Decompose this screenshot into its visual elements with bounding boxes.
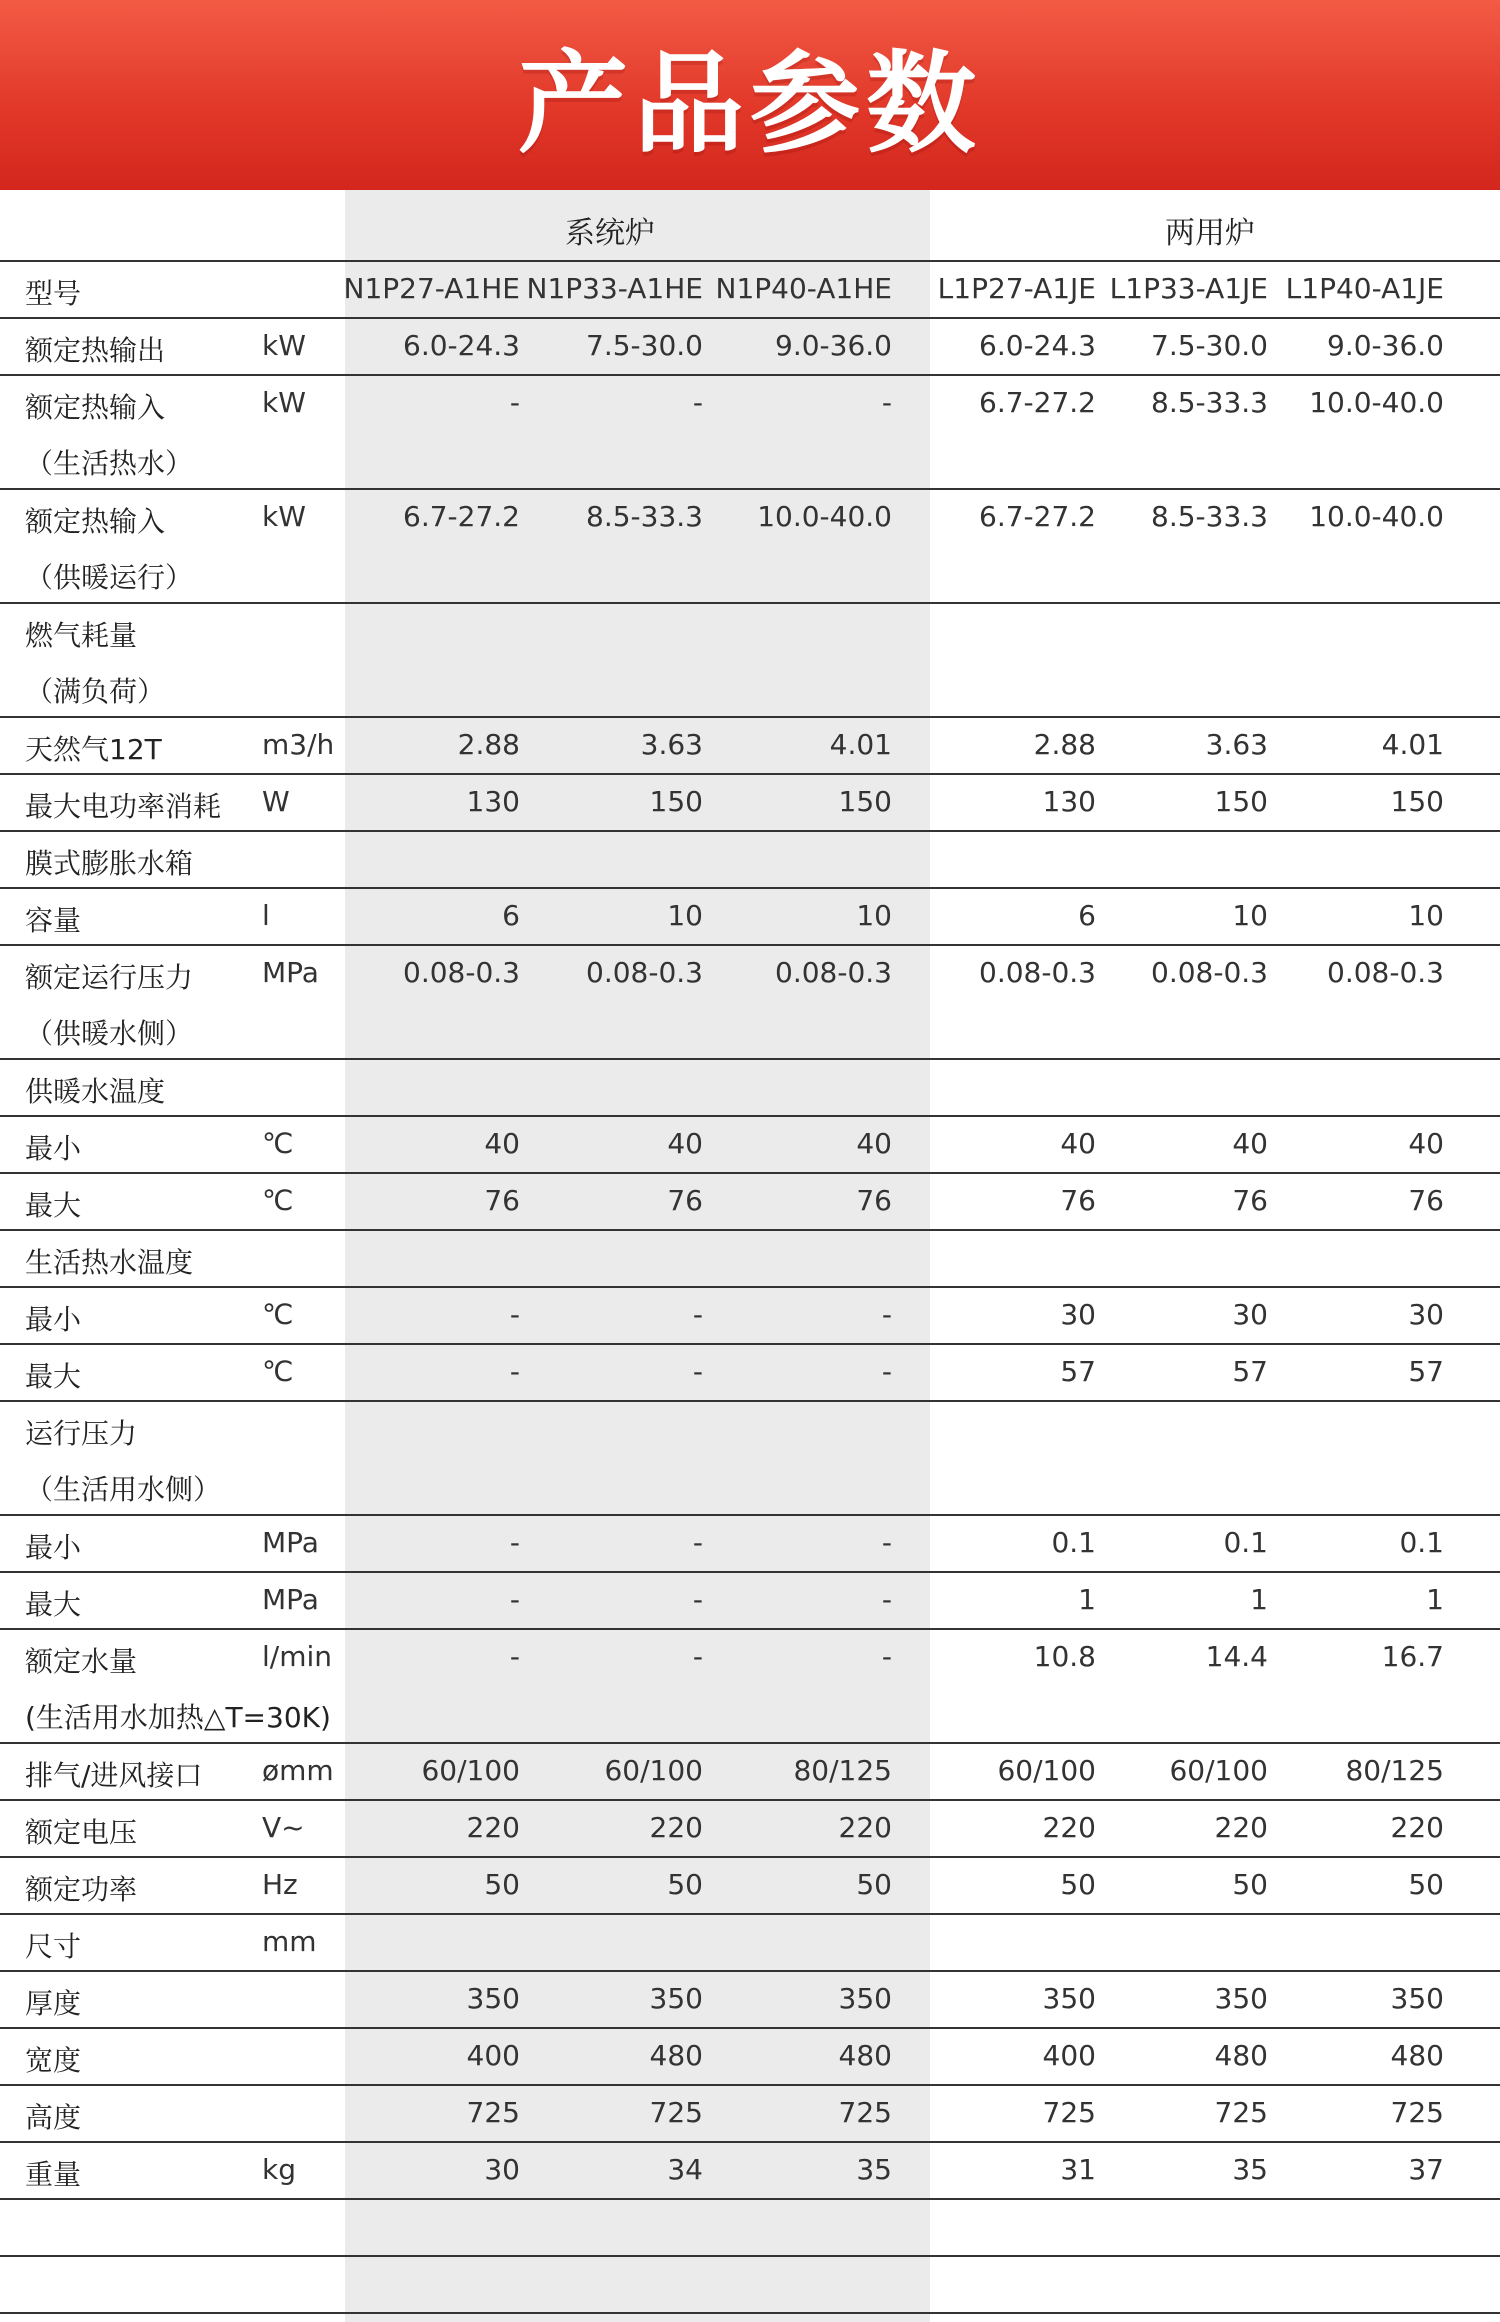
row-value: 50 [856,1868,892,1901]
row-value: - [509,1583,520,1616]
row-unit: kW [262,329,306,362]
row-value: - [881,1298,892,1331]
title-banner [0,0,1500,190]
row-label: 最大 [25,1588,82,1621]
row-value: 10.0-40.0 [1309,386,1444,419]
row-value: 480 [1390,2039,1444,2072]
row-value: N1P33-A1HE [526,272,703,305]
table-row [0,1117,1500,1174]
row-value: 30 [1408,1298,1444,1331]
row-value: 8.5-33.3 [1151,500,1268,533]
row-label: 最大 [25,1360,82,1393]
row-value: 76 [1060,1184,1096,1217]
row-value: - [692,386,703,419]
row-label: 重量 [25,2158,82,2191]
row-value: 6.0-24.3 [403,329,520,362]
row-unit: ℃ [262,1127,294,1160]
spec-table [0,190,1500,2314]
row-value: 4.01 [829,728,892,761]
row-value: 30 [1060,1298,1096,1331]
row-value: 31 [1060,2153,1096,2186]
row-value: 80/125 [793,1754,892,1787]
row-value: 6 [502,899,520,932]
row-value: 400 [1042,2039,1096,2072]
row-value: 10 [1232,899,1268,932]
row-value: 150 [1390,785,1444,818]
row-unit: ℃ [262,1355,294,1388]
row-label: 宽度 [25,2044,82,2077]
row-value: 4.01 [1381,728,1444,761]
row-value: - [692,1640,703,1673]
row-value: 37 [1408,2153,1444,2186]
row-value: 350 [649,1982,703,2015]
table-row [0,490,1500,604]
row-value: L1P33-A1JE [1109,272,1268,305]
row-value: 14.4 [1205,1640,1268,1673]
row-value: 50 [484,1868,520,1901]
row-value: 0.1 [1399,1526,1444,1559]
row-value: 6.7-27.2 [979,500,1096,533]
row-unit: l/min [262,1640,333,1673]
page-title: 产品参数 [518,40,982,168]
row-value: 3.63 [1205,728,1268,761]
row-unit: W [262,785,290,818]
row-value: 8.5-33.3 [586,500,703,533]
row-label: 额定热输入 [25,391,166,424]
row-value: 40 [856,1127,892,1160]
row-value: 80/125 [1345,1754,1444,1787]
table-row [0,1915,1500,1972]
row-label: 生活热水温度 [25,1246,194,1279]
row-label: 运行压力 [25,1417,138,1450]
row-value: 220 [838,1811,892,1844]
row-value: 6 [1078,899,1096,932]
row-value: 60/100 [421,1754,520,1787]
row-unit: ℃ [262,1184,294,1217]
row-value: 220 [649,1811,703,1844]
row-value: 350 [838,1982,892,2015]
row-value: 6.7-27.2 [403,500,520,533]
row-value: 1 [1426,1583,1444,1616]
table-row [0,775,1500,832]
table-row [0,2086,1500,2143]
row-value: 725 [1214,2096,1268,2129]
row-sublabel: （生活热水） [25,447,194,480]
row-value: 57 [1408,1355,1444,1388]
table-row [0,319,1500,376]
row-value: 40 [1060,1127,1096,1160]
row-value: 40 [1408,1127,1444,1160]
row-unit: kW [262,500,306,533]
row-unit: MPa [262,1526,319,1559]
row-value: - [881,386,892,419]
row-value: 220 [466,1811,520,1844]
row-value: - [509,386,520,419]
row-value: 7.5-30.0 [1151,329,1268,362]
row-value: - [509,1640,520,1673]
row-label: 型号 [25,277,82,310]
row-value: - [692,1355,703,1388]
table-row [0,2257,1500,2314]
row-value: 0.08-0.3 [979,956,1096,989]
row-value: 30 [1232,1298,1268,1331]
row-value: 50 [667,1868,703,1901]
row-label: 最小 [25,1303,82,1336]
row-value: 480 [838,2039,892,2072]
row-value: 10.0-40.0 [1309,500,1444,533]
row-value: - [881,1526,892,1559]
table-row [0,604,1500,718]
row-label: 额定热输出 [25,334,166,367]
row-value: 1 [1250,1583,1268,1616]
table-row [0,832,1500,889]
table-row [0,1402,1500,1516]
row-sublabel: （生活用水侧） [25,1473,222,1506]
table-row [0,889,1500,946]
row-value: 50 [1408,1868,1444,1901]
row-value: 0.08-0.3 [586,956,703,989]
row-value: 2.88 [457,728,520,761]
row-unit: MPa [262,956,319,989]
row-value: 725 [838,2096,892,2129]
table-row [0,2029,1500,2086]
row-value: 10 [1408,899,1444,932]
row-value: 76 [1232,1184,1268,1217]
row-value: 350 [1214,1982,1268,2015]
row-value: 76 [484,1184,520,1217]
row-label: 天然气12T [25,733,162,766]
row-unit: kg [262,2153,296,2186]
row-label: 额定运行压力 [25,961,194,994]
row-unit: ℃ [262,1298,294,1331]
row-value: 350 [466,1982,520,2015]
table-row [0,1060,1500,1117]
row-unit: m3/h [262,728,335,761]
row-value: 40 [1232,1127,1268,1160]
table-row [0,1231,1500,1288]
table-row [0,1972,1500,2029]
table-row [0,1858,1500,1915]
row-value: 9.0-36.0 [775,329,892,362]
row-label: 容量 [25,904,82,937]
row-value: 350 [1042,1982,1096,2015]
group-header-row [0,190,1500,262]
row-value: 50 [1232,1868,1268,1901]
row-label: 排气/进风接口 [25,1759,203,1792]
row-label: 供暖水温度 [25,1075,166,1108]
table-row [0,1288,1500,1345]
row-value: 76 [1408,1184,1444,1217]
row-value: 725 [1390,2096,1444,2129]
row-value: 350 [1390,1982,1444,2015]
row-value: 725 [466,2096,520,2129]
row-value: 57 [1060,1355,1096,1388]
row-value: 130 [1042,785,1096,818]
table-row [0,376,1500,490]
row-value: - [509,1355,520,1388]
table-row [0,1801,1500,1858]
row-value: N1P40-A1HE [715,272,892,305]
row-value: 0.08-0.3 [775,956,892,989]
row-unit: mm [262,1925,317,1958]
row-value: 0.1 [1223,1526,1268,1559]
row-value: - [692,1526,703,1559]
row-value: 10.0-40.0 [757,500,892,533]
row-value: 0.1 [1051,1526,1096,1559]
row-unit: Hz [262,1868,298,1901]
row-value: 60/100 [1169,1754,1268,1787]
row-value: 10.8 [1033,1640,1096,1673]
row-value: 1 [1078,1583,1096,1616]
row-value: 76 [667,1184,703,1217]
row-value: L1P40-A1JE [1285,272,1444,305]
row-unit: MPa [262,1583,319,1616]
table-row [0,718,1500,775]
row-value: 34 [667,2153,703,2186]
row-value: N1P27-A1HE [343,272,520,305]
row-value: 150 [838,785,892,818]
row-value: 16.7 [1381,1640,1444,1673]
row-value: 400 [466,2039,520,2072]
row-label: 尺寸 [25,1930,82,1963]
row-value: 9.0-36.0 [1327,329,1444,362]
row-label: 额定水量 [25,1645,138,1678]
row-label: 额定热输入 [25,505,166,538]
row-value: 150 [649,785,703,818]
row-label: 额定电压 [25,1816,138,1849]
row-value: 725 [1042,2096,1096,2129]
row-value: 60/100 [604,1754,703,1787]
group-combi-boiler: 两用炉 [1165,216,1255,251]
row-value: - [692,1583,703,1616]
row-label: 燃气耗量 [25,619,138,652]
row-value: 35 [856,2153,892,2186]
row-value: 40 [484,1127,520,1160]
table-row [0,1744,1500,1801]
row-value: - [881,1640,892,1673]
row-unit: ømm [262,1754,334,1787]
row-value: - [881,1583,892,1616]
row-value: 57 [1232,1355,1268,1388]
group-system-boiler: 系统炉 [565,216,655,251]
row-value: 150 [1214,785,1268,818]
row-value: 6.0-24.3 [979,329,1096,362]
row-unit: kW [262,386,306,419]
row-value: 35 [1232,2153,1268,2186]
row-value: - [881,1355,892,1388]
table-row [0,1630,1500,1744]
row-label: 最大电功率消耗 [25,790,222,823]
row-sublabel: （供暖水侧） [25,1017,194,1050]
row-unit: V~ [262,1811,305,1844]
row-value: - [509,1526,520,1559]
table-row [0,2143,1500,2200]
row-sublabel: （供暖运行） [25,561,194,594]
row-label: 最小 [25,1132,82,1165]
row-value: 480 [1214,2039,1268,2072]
row-value: 220 [1214,1811,1268,1844]
row-sublabel: （满负荷） [25,675,166,708]
table-row [0,1345,1500,1402]
row-label: 最大 [25,1189,82,1222]
row-value: 40 [667,1127,703,1160]
spec-rows [0,262,1500,2314]
row-label: 高度 [25,2101,82,2134]
table-row [0,1573,1500,1630]
table-row [0,2200,1500,2257]
row-value: 130 [466,785,520,818]
table-row [0,262,1500,319]
table-row [0,1516,1500,1573]
row-value: 10 [856,899,892,932]
row-value: 60/100 [997,1754,1096,1787]
row-value: 725 [649,2096,703,2129]
row-label: 最小 [25,1531,82,1564]
row-value: 76 [856,1184,892,1217]
row-value: 220 [1042,1811,1096,1844]
row-value: 0.08-0.3 [403,956,520,989]
row-value: - [509,1298,520,1331]
row-label: 厚度 [25,1987,82,2020]
row-value: 50 [1060,1868,1096,1901]
row-value: 2.88 [1033,728,1096,761]
table-row [0,946,1500,1060]
row-label: 额定功率 [25,1873,138,1906]
row-value: 30 [484,2153,520,2186]
row-value: 10 [667,899,703,932]
row-label: 膜式膨胀水箱 [25,847,194,880]
table-row [0,1174,1500,1231]
row-value: 6.7-27.2 [979,386,1096,419]
row-value: L1P27-A1JE [937,272,1096,305]
row-value: 8.5-33.3 [1151,386,1268,419]
row-value: 3.63 [640,728,703,761]
row-value: 480 [649,2039,703,2072]
row-value: - [692,1298,703,1331]
row-value: 0.08-0.3 [1327,956,1444,989]
row-value: 7.5-30.0 [586,329,703,362]
row-value: 220 [1390,1811,1444,1844]
row-sublabel: (生活用水加热△T=30K) [25,1701,331,1734]
row-unit: l [262,899,270,932]
row-value: 0.08-0.3 [1151,956,1268,989]
